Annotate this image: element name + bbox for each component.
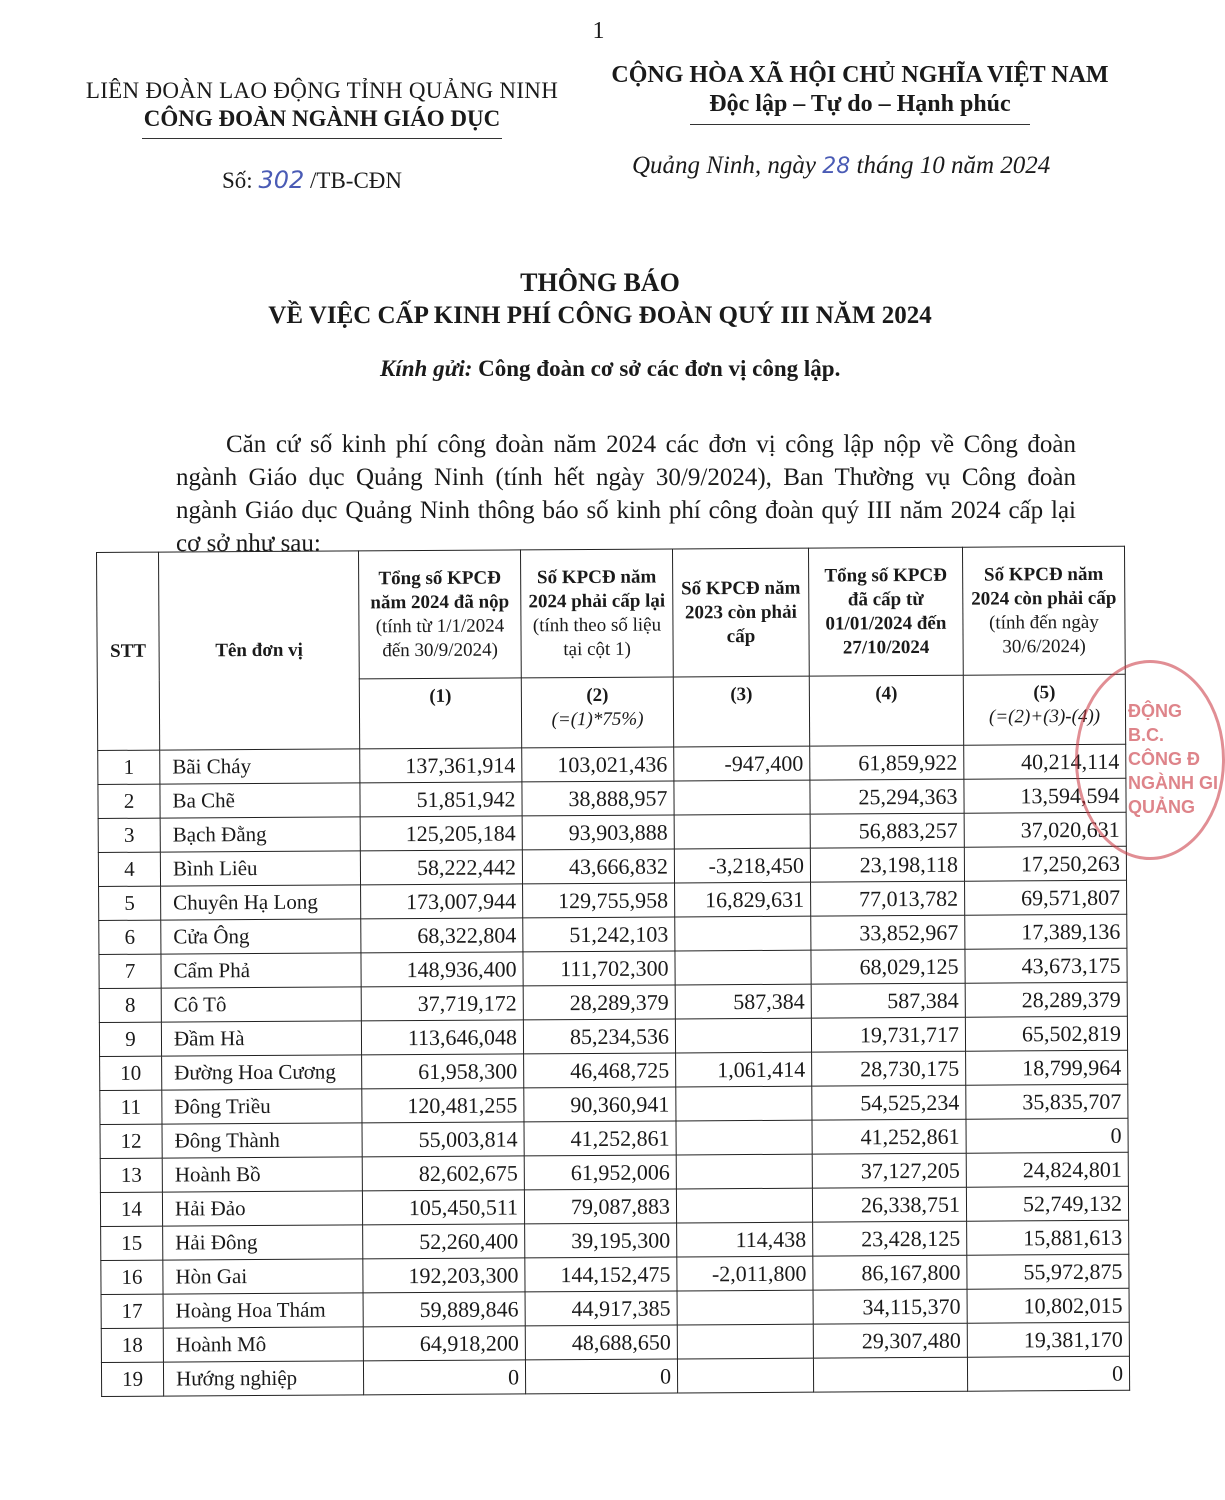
row-col-5: 13,594,594 [964,778,1126,813]
row-col-5: 17,389,136 [965,914,1127,949]
row-col-1: 173,007,944 [361,884,523,919]
row-col-5: 24,824,801 [966,1152,1128,1187]
row-col-5: 40,214,114 [964,744,1126,779]
row-col-3: -2,011,800 [677,1256,813,1291]
issuing-organization [62,78,582,139]
red-seal-stamp [1075,660,1225,860]
row-stt: 2 [98,784,160,818]
row-stt: 18 [101,1328,163,1362]
row-stt: 16 [101,1260,163,1294]
row-col-5: 17,250,263 [964,846,1126,881]
header-col-2: Số KPCĐ năm 2024 phải cấp lại (tính theo số liệu tại cột 1) [520,549,673,678]
row-stt: 19 [101,1362,163,1396]
row-col-3: 114,438 [677,1222,813,1257]
row-col-1: 64,918,200 [363,1326,525,1361]
row-col-2: 85,234,536 [523,1019,675,1054]
national-header [590,62,1130,125]
row-col-4: 25,294,363 [810,779,964,814]
stamp-text-line: B.C. [1128,725,1164,745]
table-body [98,744,1130,1396]
row-col-5: 0 [967,1356,1129,1391]
row-col-1: 68,322,804 [361,918,523,953]
row-col-3: 1,061,414 [676,1052,812,1087]
row-col-5: 18,799,964 [966,1050,1128,1085]
row-col-2: 44,917,385 [525,1291,677,1326]
row-col-2: 90,360,941 [524,1087,676,1122]
row-col-4: 34,115,370 [813,1289,967,1324]
document-number [222,166,402,194]
row-col-5: 15,881,613 [967,1220,1129,1255]
row-stt: 17 [101,1294,163,1328]
header-right-rule [690,124,1030,125]
row-col-3 [676,1086,812,1121]
row-col-2: 103,021,436 [522,747,674,782]
row-col-2: 144,152,475 [525,1257,677,1292]
parent-organization: LIÊN ĐOÀN LAO ĐỘNG TỈNH QUẢNG NINH [85,78,559,103]
row-col-1: 82,602,675 [362,1156,524,1191]
row-col-4: 54,525,234 [812,1085,966,1120]
row-col-1: 0 [363,1360,525,1395]
document-date [632,152,1050,180]
header-col-4: Tổng số KPCĐ đã cấp từ 01/01/2024 đến 27/10/2024 [808,547,963,676]
row-unit-name: Bãi Cháy [160,749,360,784]
row-col-5: 69,571,807 [965,880,1127,915]
title-line-2: VỀ VIỆC CẤP KINH PHÍ CÔNG ĐOÀN QUÝ III NĂM 2024 [268,302,932,329]
row-col-1: 137,361,914 [360,748,522,783]
row-unit-name: Đường Hoa Cương [162,1055,362,1090]
row-col-1: 148,936,400 [361,952,523,987]
row-col-3: -3,218,450 [674,848,810,883]
col-3-index: (3) [673,676,809,747]
row-col-2: 38,888,957 [522,781,674,816]
row-col-4: 26,338,751 [812,1187,966,1222]
header-unit-name: Tên đơn vị [159,551,360,750]
row-col-4: 77,013,782 [811,881,965,916]
recipient-value: Công đoàn cơ sở các đơn vị công lập. [472,356,841,381]
stamp-text-line: ĐỘNG [1128,701,1182,721]
row-col-1: 59,889,846 [363,1292,525,1327]
col-2-formula: (=(1)*75%) [551,708,644,731]
row-stt: 11 [100,1090,162,1124]
title-line-1: THÔNG BÁO [520,268,680,297]
row-col-3: 16,829,631 [675,882,811,917]
row-unit-name: Bạch Đằng [160,817,360,852]
row-col-2: 43,666,832 [522,849,674,884]
recipient-label: Kính gửi: [380,356,473,381]
row-col-5: 43,673,175 [965,948,1127,983]
row-stt: 7 [99,954,161,988]
row-unit-name: Hải Đông [163,1225,363,1260]
row-stt: 9 [99,1022,161,1056]
row-stt: 15 [101,1226,163,1260]
row-col-1: 61,958,300 [362,1054,524,1089]
row-col-2: 79,087,883 [524,1189,676,1224]
row-unit-name: Hoàng Hoa Thám [163,1293,363,1328]
header-col-3: Số KPCĐ năm 2023 còn phải cấp [672,548,809,677]
row-col-2: 46,468,725 [524,1053,676,1088]
row-col-5: 19,381,170 [967,1322,1129,1357]
row-col-4: 33,852,967 [811,915,965,950]
row-stt: 5 [99,886,161,920]
col-5-index: (5) (=(2)+(3)-(4)) [963,674,1125,745]
row-unit-name: Hoành Bồ [162,1157,362,1192]
row-col-1: 58,222,442 [360,850,522,885]
row-col-4: 37,127,205 [812,1153,966,1188]
row-col-5: 35,835,707 [966,1084,1128,1119]
row-col-3 [676,1120,812,1155]
row-col-3 [676,1188,812,1223]
row-unit-name: Hòn Gai [163,1259,363,1294]
row-unit-name: Hải Đảo [162,1191,362,1226]
row-stt: 3 [98,818,160,852]
row-col-4: 56,883,257 [810,813,964,848]
row-stt: 14 [100,1192,162,1226]
row-stt: 13 [100,1158,162,1192]
col-1-index: (1) [359,678,521,749]
row-col-4: 68,029,125 [811,949,965,984]
row-col-3 [675,916,811,951]
row-col-2: 28,289,379 [523,985,675,1020]
row-col-5: 37,020,631 [964,812,1126,847]
doc-number-suffix: /TB-CĐN [304,168,402,193]
row-col-2: 41,252,861 [524,1121,676,1156]
row-stt: 12 [100,1124,162,1158]
row-col-5: 65,502,819 [965,1016,1127,1051]
row-col-1: 192,203,300 [363,1258,525,1293]
row-stt: 4 [98,852,160,886]
row-col-4: 23,198,118 [810,847,964,882]
row-col-4: 29,307,480 [813,1323,967,1358]
row-unit-name: Cửa Ông [161,919,361,954]
header-col-1: Tổng số KPCĐ năm 2024 đã nộp (tính từ 1/1/2024 đến 30/9/2024) [358,550,521,679]
row-col-3 [674,780,810,815]
row-unit-name: Cẩm Phả [161,953,361,988]
row-stt: 8 [99,988,161,1022]
row-col-3 [677,1324,813,1359]
row-col-4 [813,1357,967,1392]
row-col-2: 0 [525,1359,677,1394]
row-col-5: 28,289,379 [965,982,1127,1017]
row-unit-name: Đông Thành [162,1123,362,1158]
row-col-4: 587,384 [811,983,965,1018]
national-motto: Độc lập – Tự do – Hạnh phúc [709,91,1011,117]
doc-number-handwritten: 302 [258,166,305,194]
row-col-5: 0 [966,1118,1128,1153]
header-col-5: Số KPCĐ năm 2024 còn phải cấp (tính đến ngày 30/6/2024) [962,546,1125,675]
row-unit-name: Bình Liêu [160,851,360,886]
date-suffix: tháng 10 năm 2024 [850,152,1051,179]
row-col-1: 120,481,255 [362,1088,524,1123]
row-stt: 6 [99,920,161,954]
row-col-2: 93,903,888 [522,815,674,850]
row-col-1: 55,003,814 [362,1122,524,1157]
issuing-union: CÔNG ĐOÀN NGÀNH GIÁO DỤC [143,106,501,131]
row-col-2: 48,688,650 [525,1325,677,1360]
row-col-1: 113,646,048 [361,1020,523,1055]
doc-number-prefix: Số: [222,168,259,193]
row-unit-name: Đầm Hà [161,1021,361,1056]
row-col-2: 111,702,300 [523,951,675,986]
col-4-index: (4) [809,675,963,746]
row-col-1: 105,450,511 [362,1190,524,1225]
table-row [101,1356,1129,1396]
row-col-3 [677,1358,813,1393]
col-2-index: (2) (=(1)*75%) [521,677,673,748]
row-col-3: -947,400 [674,746,810,781]
stamp-text-line: QUẢNG [1128,797,1195,817]
nation-name: CỘNG HÒA XÃ HỘI CHỦ NGHĨA VIỆT NAM [611,62,1109,88]
row-col-4: 41,252,861 [812,1119,966,1154]
document-title [180,268,1020,330]
row-col-2: 51,242,103 [523,917,675,952]
row-col-1: 37,719,172 [361,986,523,1021]
intro-paragraph: Căn cứ số kinh phí công đoàn năm 2024 các đơn vị công lập nộp về Công đoàn ngành Giáo dục Quảng Ninh (tính hết ngày 30/9/2024), Ban Thường vụ Công đoàn ngành Giáo dục Quảng Ninh thông báo số kinh phí công đoàn quý III năm 2024 cấp lại cơ sở như sau: [176,431,1076,557]
row-col-3 [675,950,811,985]
row-col-1: 52,260,400 [363,1224,525,1259]
row-col-3 [677,1290,813,1325]
row-col-4: 86,167,800 [813,1255,967,1290]
row-col-5: 10,802,015 [967,1288,1129,1323]
row-unit-name: Cô Tô [161,987,361,1022]
col-5-formula: (=(2)+(3)-(4)) [988,705,1101,728]
row-col-5: 52,749,132 [966,1186,1128,1221]
date-prefix: Quảng Ninh, ngày [632,152,823,179]
row-col-4: 61,859,922 [810,745,964,780]
row-unit-name: Hoành Mô [163,1327,363,1362]
row-col-1: 125,205,184 [360,816,522,851]
header-left-rule [142,138,502,139]
row-unit-name: Đông Triều [162,1089,362,1124]
recipient-line [380,356,840,382]
row-col-2: 61,952,006 [524,1155,676,1190]
row-col-3 [674,814,810,849]
row-col-2: 129,755,958 [523,883,675,918]
row-col-3: 587,384 [675,984,811,1019]
row-col-3 [675,1018,811,1053]
row-col-3 [676,1154,812,1189]
row-col-4: 23,428,125 [813,1221,967,1256]
stamp-text-line: NGÀNH GI [1128,773,1218,793]
row-stt: 10 [100,1056,162,1090]
row-col-4: 19,731,717 [811,1017,965,1052]
funding-table [96,546,1130,1397]
row-unit-name: Chuyên Hạ Long [161,885,361,920]
row-unit-name: Hướng nghiệp [163,1361,363,1396]
stamp-text-line: CÔNG Đ [1128,749,1200,769]
page-number: 1 [592,18,605,44]
row-col-5: 55,972,875 [967,1254,1129,1289]
date-day-handwritten: 28 [822,154,851,179]
row-col-1: 51,851,942 [360,782,522,817]
row-col-2: 39,195,300 [525,1223,677,1258]
row-col-4: 28,730,175 [812,1051,966,1086]
row-unit-name: Ba Chẽ [160,783,360,818]
row-stt: 1 [98,750,160,784]
header-stt: STT [97,552,160,750]
